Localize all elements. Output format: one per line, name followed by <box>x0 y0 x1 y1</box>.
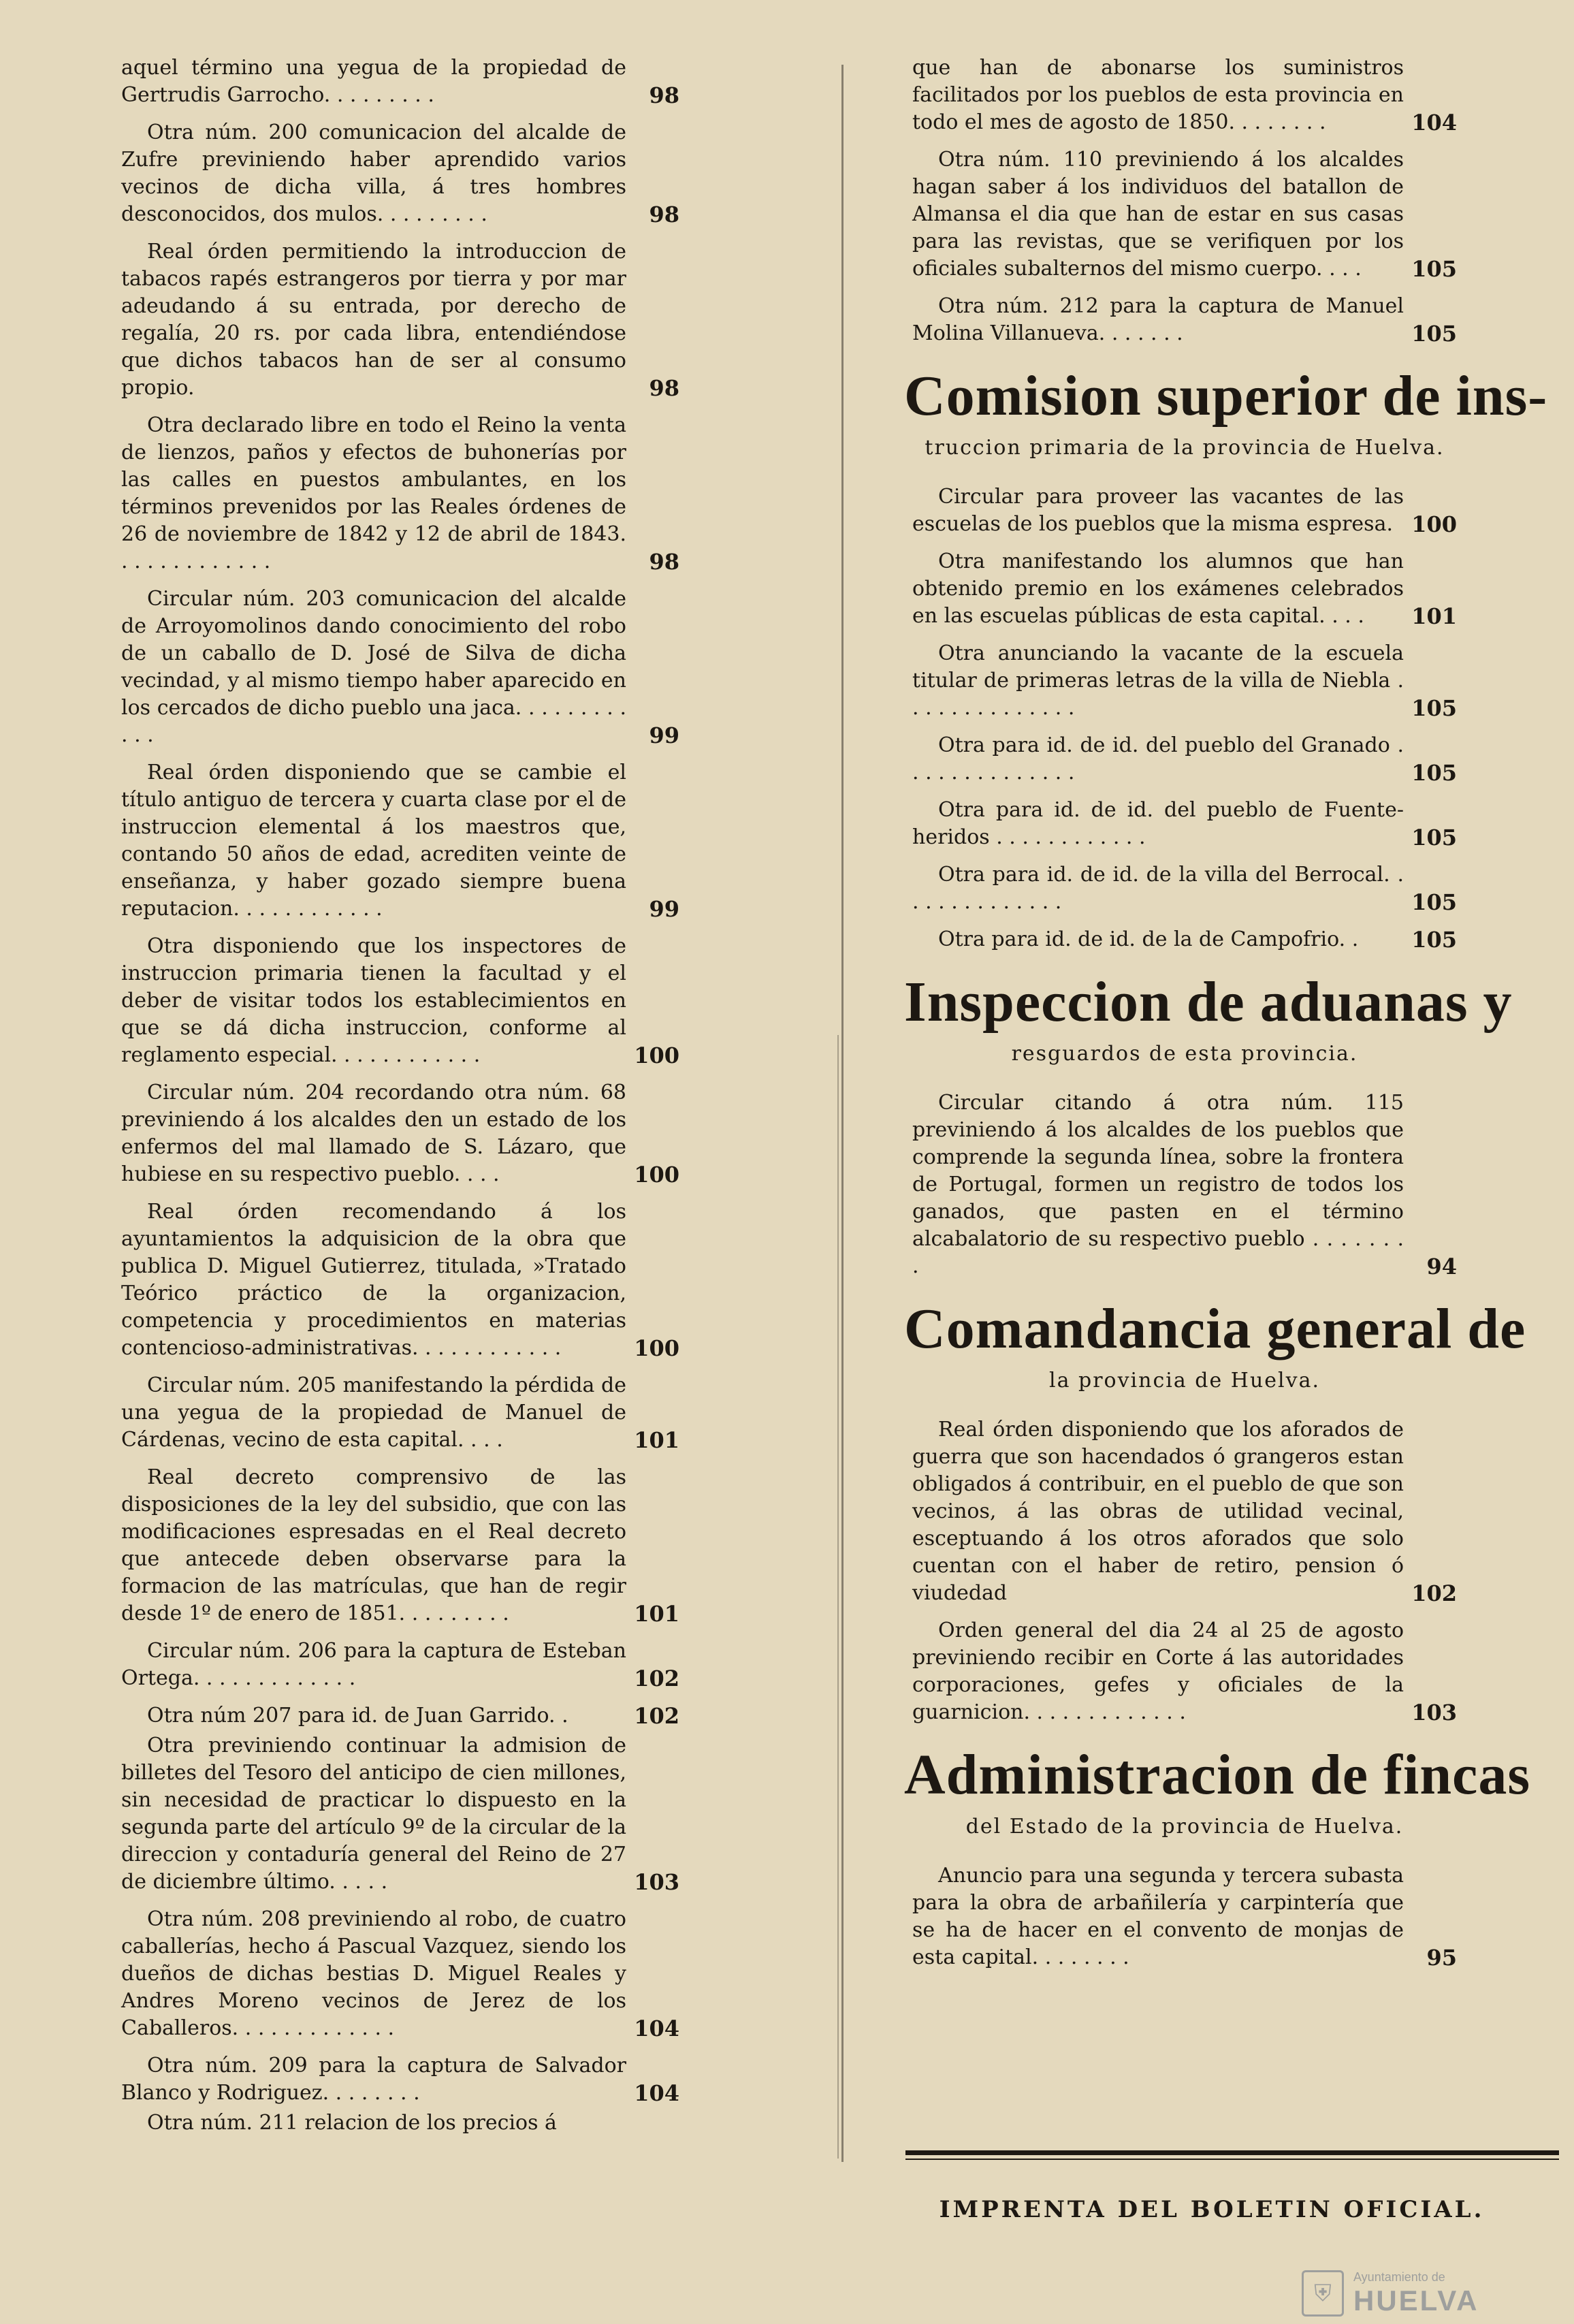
entry-page-number: 95 <box>1426 1945 1457 1971</box>
entry-page-number: 101 <box>634 1601 679 1627</box>
index-entry <box>121 1464 679 1627</box>
index-entry <box>912 640 1457 722</box>
entry-page-number: 102 <box>1411 1580 1457 1606</box>
section-subtitle: la provincia de Huelva. <box>1048 1369 1320 1392</box>
entry-page-number: 105 <box>1411 825 1457 850</box>
imprint-line: IMPRENTA DEL BOLETIN OFICIAL. <box>939 2196 1485 2223</box>
right-top-entries <box>912 54 1457 347</box>
index-entry <box>912 861 1457 916</box>
index-entry <box>121 759 679 923</box>
section-title: Administracion de fincas <box>904 1743 1531 1806</box>
index-entry <box>121 2110 679 2137</box>
entry-page-number: 105 <box>1411 256 1457 282</box>
entry-text: Real decreto comprensivo de las disposiciones de la ley del subsidio, que con las modificaciones espresadas en el Real decreto que antecede deben observarse para la formacion de las matrículas, que han de regir desde 1º de enero de 1851. . . . . . . . . <box>121 1465 626 1625</box>
entry-page-number: 103 <box>634 1869 679 1895</box>
entry-page-number: 100 <box>1411 511 1457 537</box>
entry-text: Otra para id. de id. de la villa del Berrocal. . . . . . . . . . . . . . <box>912 863 1404 914</box>
entry-page-number: 100 <box>634 1335 679 1361</box>
section <box>904 968 1513 1280</box>
index-entry <box>121 586 679 749</box>
index-entry <box>121 412 679 575</box>
section-subtitle: resguardos de esta provincia. <box>1011 1042 1358 1066</box>
index-entry <box>121 1079 679 1188</box>
entry-page-number: 105 <box>1411 760 1457 786</box>
entry-text: Real órden recomendando á los ayuntamientos la adquisicion de la obra que publica D. Miguel Gutierrez, titulada, »Tratado Teórico práctico de la organizacion, competencia y procedimientos en materias contencioso-administrativas. . . . . . . . . . . . <box>121 1200 626 1360</box>
closing-rule-thick <box>905 2150 1559 2155</box>
entry-text: Otra núm. 211 relacion de los precios á <box>147 2111 557 2135</box>
index-entry <box>912 293 1457 347</box>
section-title: Comision superior de ins- <box>904 364 1548 428</box>
section-list <box>904 362 1548 1971</box>
entry-page-number: 105 <box>1411 321 1457 347</box>
entry-text: Otra núm. 209 para la captura de Salvador Blanco y Rodriguez. . . . . . . . <box>121 2054 626 2105</box>
entry-text: Real órden permitiendo la introduccion de tabacos rapés estrangeros por tierra y por mar adeudando á su entrada, por derecho de regalía, 20 rs. por cada libra, entendiéndose que dichos tabacos han de ser al consumo propio. <box>121 240 626 400</box>
section <box>904 362 1548 953</box>
index-entry <box>912 146 1457 283</box>
watermark <box>1302 2266 1560 2321</box>
entry-text: Otra núm. 200 comunicacion del alcalde de Zufre previniendo haber aprendido varios vecinos de dicha villa, á tres hombres desconocidos, dos mulos. . . . . . . . . <box>121 121 626 226</box>
entry-page-number: 103 <box>1411 1700 1457 1725</box>
index-entry <box>121 1638 679 1692</box>
entry-page-number: 101 <box>1411 603 1457 629</box>
left-column <box>121 54 679 2147</box>
index-entry <box>912 548 1457 630</box>
entry-page-number: 100 <box>634 1162 679 1188</box>
entry-text: Circular núm. 205 manifestando la pérdida de una yegua de la propiedad de Manuel de Cárdenas, vecino de esta capital. . . . <box>121 1373 626 1452</box>
column-divider-secondary <box>837 1035 839 2159</box>
index-entry <box>121 54 679 109</box>
entry-text: Circular para proveer las vacantes de las escuelas de los pueblos que la misma espresa. <box>912 485 1404 536</box>
entry-text: Anuncio para una segunda y tercera subasta para la obra de arbañilería y carpintería que se ha de hacer en el convento de monjas de esta capital. . . . . . . . <box>912 1864 1404 1969</box>
index-entry <box>912 54 1457 136</box>
entry-text: Otra manifestando los alumnos que han obtenido premio en los exámenes celebrados en las escuelas públicas de esta capital. . . . <box>912 550 1404 628</box>
entry-text: Otra para id. de id. del pueblo del Granado . . . . . . . . . . . . . . <box>912 733 1404 784</box>
entry-page-number: 104 <box>634 2016 679 2041</box>
entry-page-number: 98 <box>649 202 679 227</box>
entry-text: Otra núm 207 para id. de Juan Garrido. . <box>147 1704 568 1728</box>
entry-page-number: 105 <box>1411 889 1457 915</box>
entry-text: aquel término una yegua de la propiedad de Gertrudis Garrocho. . . . . . . . . <box>121 56 626 107</box>
index-entry <box>912 1862 1457 1971</box>
watermark-small: Ayuntamiento de <box>1353 2270 1445 2284</box>
closing-rule-thin <box>905 2159 1559 2160</box>
section <box>904 1295 1526 1726</box>
index-entry <box>121 1732 679 1896</box>
watermark-big: HUELVA <box>1353 2284 1479 2317</box>
entry-text: Orden general del dia 24 al 25 de agosto previniendo recibir en Corte á las autoridades corporaciones, gefes y oficiales de la guarnicion. . . . . . . . . . . . . <box>912 1619 1404 1724</box>
entry-page-number: 98 <box>649 375 679 401</box>
entry-text: Otra previniendo continuar la admision de billetes del Tesoro del anticipo de cien millones, sin necesidad de practicar lo dispuesto en la segunda parte del artículo 9º de la circular de la direccion y contaduría general del Reino de 27 de diciembre último. . . . . <box>121 1734 626 1894</box>
section <box>904 1741 1531 1971</box>
entry-text: Circular citando á otra núm. 115 previniendo á los alcaldes de los pueblos que comprende la segunda línea, sobre la frontera de Portugal, formen un registro de todos los ganados, que pasten en el término alcabalatorio de su respectivo pueblo . . . . . . . . <box>912 1091 1404 1278</box>
index-entry <box>121 238 679 402</box>
entry-text: Otra núm. 212 para la captura de Manuel Molina Villanueva. . . . . . . <box>912 294 1404 345</box>
entry-page-number: 104 <box>634 2080 679 2106</box>
section-subtitle: truccion primaria de la provincia de Huelva. <box>925 436 1445 460</box>
entry-text: Real órden disponiendo que se cambie el título antiguo de tercera y cuarta clase por el de instruccion elemental á los maestros que, contando 50 años de edad, acrediten veinte de enseñanza, y haber gozado siempre buena reputacion. . . . . . . . . . . . <box>121 761 626 921</box>
entry-text: Otra núm. 110 previniendo á los alcaldes hagan saber á los individuos del batallon de Almansa el dia que han de estar en sus casas para las revistas, que se verifiquen por los oficiales subalternos del mismo cuerpo. . . . <box>912 148 1404 281</box>
index-entry <box>912 926 1457 953</box>
entry-page-number: 102 <box>634 1666 679 1691</box>
entry-page-number: 101 <box>634 1427 679 1453</box>
index-entry <box>121 933 679 1069</box>
entry-page-number: 99 <box>649 722 679 748</box>
shield-icon: ⛨ <box>1302 2270 1344 2317</box>
index-entry <box>912 1617 1457 1726</box>
entry-page-number: 94 <box>1426 1254 1457 1279</box>
entry-text: Circular núm. 204 recordando otra núm. 68 previniendo á los alcaldes den un estado de los enfermos del mal llamado de S. Lázaro, que hubiese en su respectivo pueblo. . . . <box>121 1081 626 1186</box>
entry-page-number: 104 <box>1411 110 1457 136</box>
index-entry <box>121 119 679 228</box>
index-entry <box>912 1416 1457 1607</box>
entry-text: Otra núm. 208 previniendo al robo, de cuatro caballerías, hecho á Pascual Vazquez, siendo los dueños de dichas bestias D. Miguel Reales y Andres Moreno vecinos de Jerez de los Caballeros. . . . . . . . . . . . . <box>121 1907 626 2040</box>
entry-page-number: 102 <box>634 1703 679 1729</box>
entry-page-number: 98 <box>649 82 679 108</box>
index-entry <box>912 483 1457 538</box>
index-entry <box>121 2052 679 2107</box>
index-entry <box>912 732 1457 786</box>
entry-text: Otra para id. de id. del pueblo de Fuente-heridos . . . . . . . . . . . . <box>912 798 1404 849</box>
entry-text: Otra anunciando la vacante de la escuela titular de primeras letras de la villa de Niebla . . . . . . . . . . . . . . <box>912 641 1404 720</box>
entry-text: Otra disponiendo que los inspectores de instruccion primaria tienen la facultad y el deber de visitar todos los establecimientos en que se dá dicha instruccion, conforme al reglamento especial. . . . . . . . . . . . <box>121 934 626 1067</box>
section-title: Comandancia general de <box>904 1297 1526 1360</box>
entry-text: Circular núm. 206 para la captura de Esteban Ortega. . . . . . . . . . . . . <box>121 1639 626 1690</box>
index-entry <box>121 1372 679 1454</box>
entry-page-number: 98 <box>649 549 679 575</box>
right-column <box>904 54 1548 1981</box>
entry-page-number: 99 <box>649 896 679 922</box>
entry-text: Real órden disponiendo que los aforados de guerra que son hacendados ó grangeros estan obligados á contribuir, en el pueblo de que son vecinos, á las obras de utilidad vecinal, esceptuando á los otros aforados que solo cuentan con el haber de retiro, pension ó viudedad <box>912 1418 1404 1605</box>
entry-text: que han de abonarse los suministros facilitados por los pueblos de esta provincia en todo el mes de agosto de 1850. . . . . . . . <box>912 56 1404 134</box>
index-entry <box>121 1702 679 1730</box>
column-divider <box>841 65 844 2162</box>
index-entry <box>121 1906 679 2042</box>
index-entry <box>121 1198 679 1362</box>
entry-text: Circular núm. 203 comunicacion del alcalde de Arroyomolinos dando conocimiento del robo de un caballo de D. José de Silva de dicha vecindad, y al mismo tiempo haber aparecido en los cercados de dicho pueblo una jaca. . . . . . . . . . . . <box>121 587 626 747</box>
section-title: Inspeccion de aduanas y <box>904 970 1513 1034</box>
entry-page-number: 105 <box>1411 695 1457 721</box>
entry-text: Otra declarado libre en todo el Reino la venta de lienzos, paños y efectos de buhonerías por las calles en puestos ambulantes, en los términos prevenidos por las Reales órdenes de 26 de noviembre de 1842 y 12 de abril de 1843. . . . . . . . . . . . . <box>121 413 626 573</box>
entry-text: Otra para id. de id. de la de Campofrio. . <box>938 927 1359 951</box>
index-entry <box>912 1089 1457 1280</box>
entry-page-number: 100 <box>634 1042 679 1068</box>
entry-page-number: 105 <box>1411 927 1457 953</box>
section-subtitle: del Estado de la provincia de Huelva. <box>965 1815 1404 1838</box>
index-entry <box>912 797 1457 851</box>
